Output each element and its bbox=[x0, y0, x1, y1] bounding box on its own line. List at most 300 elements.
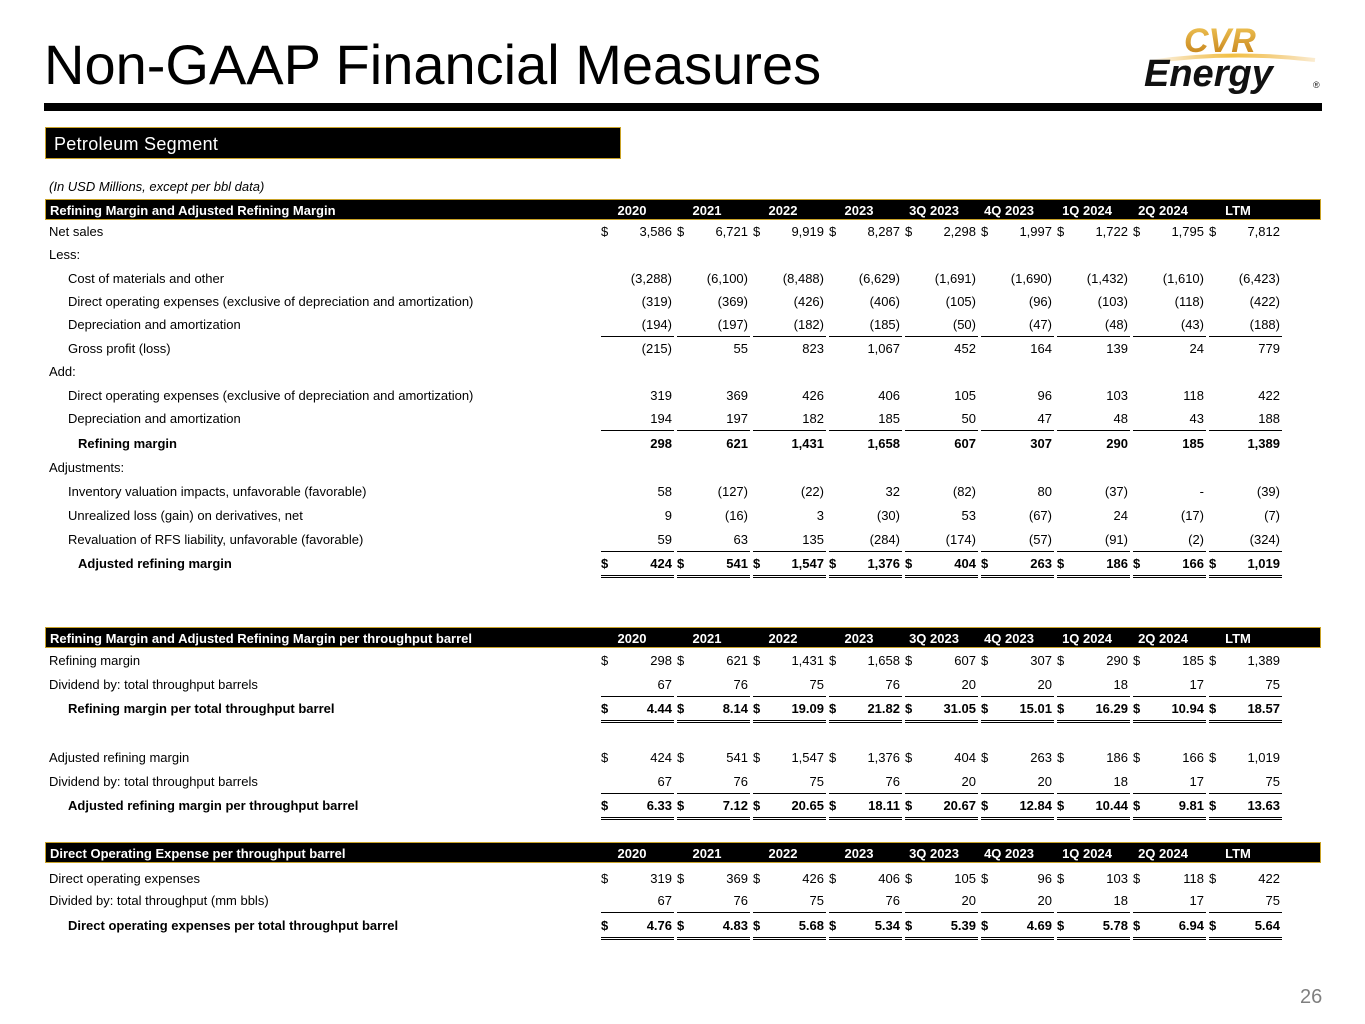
cell-value: 75 bbox=[1265, 774, 1280, 789]
dollar-sign: $ bbox=[677, 653, 685, 668]
table-row bbox=[45, 481, 1321, 503]
table-cell bbox=[829, 771, 900, 793]
dollar-sign: $ bbox=[1209, 701, 1217, 716]
table-cell bbox=[1133, 674, 1204, 696]
row-label: Cost of materials and other bbox=[68, 271, 225, 286]
table-cell bbox=[1133, 268, 1204, 290]
cell-value: (6,423) bbox=[1238, 271, 1280, 286]
cell-value: 50 bbox=[961, 411, 976, 426]
dollar-sign: $ bbox=[981, 871, 989, 886]
cell-value: 1,389 bbox=[1247, 436, 1280, 451]
dollar-sign: $ bbox=[1209, 918, 1217, 933]
column-header: 2020 bbox=[617, 846, 647, 861]
cell-value: 1,722 bbox=[1095, 224, 1128, 239]
table-cell bbox=[1133, 529, 1204, 551]
table-cell bbox=[753, 338, 824, 360]
table-cell bbox=[601, 650, 672, 672]
table-cell bbox=[601, 221, 672, 243]
table-cell bbox=[1057, 795, 1128, 817]
table-cell bbox=[1057, 553, 1128, 575]
table-cell bbox=[753, 698, 824, 720]
dollar-sign: $ bbox=[829, 224, 837, 239]
cell-value: 18 bbox=[1113, 774, 1128, 789]
cell-value: 75 bbox=[809, 677, 824, 692]
column-header: 4Q 2023 bbox=[984, 631, 1034, 646]
dollar-sign: $ bbox=[905, 750, 913, 765]
cell-value: (103) bbox=[1097, 294, 1128, 309]
cell-value: 67 bbox=[657, 774, 672, 789]
dollar-sign: $ bbox=[981, 224, 989, 239]
table-cell bbox=[677, 221, 748, 243]
dollar-sign: $ bbox=[753, 224, 761, 239]
table-cell bbox=[601, 268, 672, 290]
cell-value: 76 bbox=[733, 677, 748, 692]
cell-value: (96) bbox=[1028, 294, 1052, 309]
cell-value: 823 bbox=[802, 341, 824, 356]
table-cell bbox=[981, 433, 1052, 455]
dollar-sign: $ bbox=[677, 798, 685, 813]
cell-value: 20.65 bbox=[791, 798, 824, 813]
table-cell bbox=[1057, 747, 1128, 769]
table-cell bbox=[981, 747, 1052, 769]
table-cell bbox=[677, 650, 748, 672]
cell-value: 369 bbox=[726, 871, 748, 886]
table-cell bbox=[981, 408, 1052, 430]
cell-value: 10.44 bbox=[1095, 798, 1128, 813]
table-cell bbox=[601, 529, 672, 551]
table-cell bbox=[905, 314, 976, 336]
dollar-sign: $ bbox=[905, 653, 913, 668]
table-cell bbox=[905, 553, 976, 575]
table-cell bbox=[1057, 890, 1128, 912]
cell-value: 12.84 bbox=[1019, 798, 1052, 813]
cell-value: (182) bbox=[793, 317, 824, 332]
row-label: Less: bbox=[49, 247, 81, 262]
table-cell bbox=[981, 338, 1052, 360]
table-cell bbox=[677, 795, 748, 817]
cell-value: 307 bbox=[1030, 436, 1052, 451]
table-cell bbox=[1133, 868, 1204, 890]
table-cell bbox=[753, 221, 824, 243]
cell-value: 1,431 bbox=[791, 653, 824, 668]
table-cell bbox=[601, 747, 672, 769]
cell-value: 80 bbox=[1037, 484, 1052, 499]
row-label: Direct operating expenses bbox=[49, 871, 201, 886]
table-cell bbox=[601, 408, 672, 430]
table-cell bbox=[753, 291, 824, 313]
table-cell bbox=[601, 385, 672, 407]
table-cell bbox=[1209, 314, 1280, 336]
dollar-sign: $ bbox=[1057, 871, 1065, 886]
table-cell bbox=[829, 868, 900, 890]
table-cell bbox=[1057, 481, 1128, 503]
table-cell bbox=[1209, 674, 1280, 696]
cell-value: 6,721 bbox=[715, 224, 748, 239]
cell-value: (16) bbox=[724, 508, 748, 523]
dollar-sign: $ bbox=[981, 798, 989, 813]
row-label: Adjusted refining margin bbox=[78, 556, 232, 571]
table-cell bbox=[753, 268, 824, 290]
dollar-sign: $ bbox=[1133, 750, 1141, 765]
dollar-sign: $ bbox=[601, 918, 609, 933]
cell-value: 319 bbox=[650, 388, 672, 403]
dollar-sign: $ bbox=[601, 653, 609, 668]
table-cell bbox=[1209, 747, 1280, 769]
cell-value: 5.39 bbox=[950, 918, 976, 933]
table-cell bbox=[677, 529, 748, 551]
table-cell bbox=[753, 481, 824, 503]
cell-value: (7) bbox=[1264, 508, 1280, 523]
cell-value: 3,586 bbox=[639, 224, 672, 239]
column-header: 1Q 2024 bbox=[1062, 203, 1112, 218]
table-row bbox=[45, 698, 1321, 720]
row-label: Direct operating expenses per total throughput barrel bbox=[68, 918, 399, 933]
cvr-energy-logo bbox=[1140, 22, 1330, 94]
cell-value: 75 bbox=[1265, 893, 1280, 908]
dollar-sign: $ bbox=[1057, 653, 1065, 668]
table-cell bbox=[1133, 481, 1204, 503]
table-cell bbox=[829, 268, 900, 290]
cell-value: 24 bbox=[1113, 508, 1128, 523]
cell-value: 186 bbox=[1106, 750, 1128, 765]
cell-value: 67 bbox=[657, 677, 672, 692]
table-cell bbox=[677, 890, 748, 912]
cell-value: 1,019 bbox=[1247, 750, 1280, 765]
table-cell bbox=[1057, 408, 1128, 430]
table-cell bbox=[1209, 553, 1280, 575]
row-label: Direct operating expenses (exclusive of depreciation and amortization) bbox=[68, 294, 474, 309]
table-cell bbox=[1057, 505, 1128, 527]
table-cell bbox=[601, 698, 672, 720]
cell-value: 2,298 bbox=[943, 224, 976, 239]
table-cell bbox=[1209, 868, 1280, 890]
cell-value: 1,389 bbox=[1247, 653, 1280, 668]
table-cell bbox=[677, 915, 748, 937]
cell-value: 13.63 bbox=[1247, 798, 1280, 813]
table-cell bbox=[753, 771, 824, 793]
dollar-sign: $ bbox=[905, 224, 913, 239]
table-cell bbox=[1057, 674, 1128, 696]
dollar-sign: $ bbox=[1057, 918, 1065, 933]
cell-value: (47) bbox=[1028, 317, 1052, 332]
dollar-sign: $ bbox=[829, 556, 837, 571]
table-cell bbox=[981, 385, 1052, 407]
cell-value: 18 bbox=[1113, 893, 1128, 908]
dollar-sign: $ bbox=[981, 653, 989, 668]
dollar-sign: $ bbox=[753, 798, 761, 813]
table-cell bbox=[981, 674, 1052, 696]
dollar-sign: $ bbox=[601, 798, 609, 813]
table-cell bbox=[829, 650, 900, 672]
table-cell bbox=[829, 505, 900, 527]
cell-value: 298 bbox=[650, 436, 672, 451]
cell-value: 118 bbox=[1183, 871, 1204, 886]
cell-value: 164 bbox=[1030, 341, 1052, 356]
table-cell bbox=[1133, 338, 1204, 360]
table-cell bbox=[1133, 890, 1204, 912]
cell-value: (324) bbox=[1249, 532, 1280, 547]
cell-value: 452 bbox=[954, 341, 976, 356]
column-header: 2Q 2024 bbox=[1138, 846, 1188, 861]
dollar-sign: $ bbox=[601, 701, 609, 716]
cell-value: 9 bbox=[664, 508, 672, 523]
table-cell bbox=[1209, 481, 1280, 503]
dollar-sign: $ bbox=[601, 750, 609, 765]
table-cell bbox=[905, 385, 976, 407]
table-cell bbox=[601, 795, 672, 817]
table-cell bbox=[1057, 314, 1128, 336]
column-header: 3Q 2023 bbox=[909, 203, 959, 218]
dollar-sign: $ bbox=[1133, 701, 1141, 716]
cell-value: 75 bbox=[809, 774, 824, 789]
table-cell bbox=[677, 314, 748, 336]
table-cell bbox=[601, 553, 672, 575]
table-cell bbox=[601, 291, 672, 313]
table-row bbox=[45, 868, 1321, 890]
cell-value: 621 bbox=[726, 436, 748, 451]
cell-value: (17) bbox=[1180, 508, 1204, 523]
table-cell bbox=[905, 291, 976, 313]
cell-value: 96 bbox=[1037, 871, 1052, 886]
cell-value: 185 bbox=[1182, 436, 1204, 451]
cell-value: 19.09 bbox=[791, 701, 824, 716]
dollar-sign: $ bbox=[753, 556, 761, 571]
table-cell bbox=[905, 408, 976, 430]
cell-value: 166 bbox=[1182, 750, 1204, 765]
table-cell bbox=[677, 698, 748, 720]
dollar-sign: $ bbox=[677, 556, 685, 571]
table-cell bbox=[981, 291, 1052, 313]
table-cell bbox=[601, 915, 672, 937]
table-cell bbox=[905, 481, 976, 503]
cell-value: (422) bbox=[1249, 294, 1280, 309]
table-cell bbox=[905, 795, 976, 817]
cell-value: 1,019 bbox=[1247, 556, 1280, 571]
cell-value: 24 bbox=[1189, 341, 1204, 356]
cell-value: 369 bbox=[726, 388, 748, 403]
cell-value: 20 bbox=[961, 677, 976, 692]
cell-value: (91) bbox=[1104, 532, 1128, 547]
cell-value: (185) bbox=[869, 317, 900, 332]
table-cell bbox=[905, 338, 976, 360]
cell-value: (406) bbox=[869, 294, 900, 309]
dollar-sign: $ bbox=[1209, 224, 1217, 239]
table-header-title: Refining Margin and Adjusted Refining Margin per throughput barrel bbox=[50, 631, 473, 646]
cell-value: 9.81 bbox=[1178, 798, 1204, 813]
cell-value: (426) bbox=[793, 294, 824, 309]
table-row bbox=[45, 457, 1321, 479]
cell-value: (127) bbox=[717, 484, 748, 499]
cell-value: (194) bbox=[641, 317, 672, 332]
cell-value: 20.67 bbox=[943, 798, 976, 813]
dollar-sign: $ bbox=[1133, 871, 1141, 886]
column-header: 2023 bbox=[844, 846, 874, 861]
cell-value: 20 bbox=[1037, 893, 1052, 908]
cell-value: 426 bbox=[802, 871, 824, 886]
cell-value: 76 bbox=[885, 893, 900, 908]
table-cell bbox=[1209, 385, 1280, 407]
cell-value: 298 bbox=[650, 653, 672, 668]
table-cell bbox=[601, 505, 672, 527]
dollar-sign: $ bbox=[677, 750, 685, 765]
cell-value: 1,795 bbox=[1171, 224, 1204, 239]
cell-value: 7,812 bbox=[1247, 224, 1280, 239]
row-label: Direct operating expenses (exclusive of depreciation and amortization) bbox=[68, 388, 474, 403]
cell-value: - bbox=[1199, 484, 1204, 499]
dollar-sign: $ bbox=[601, 871, 609, 886]
table-cell bbox=[677, 868, 748, 890]
table-cell bbox=[905, 698, 976, 720]
table-cell bbox=[677, 268, 748, 290]
table-cell bbox=[829, 314, 900, 336]
dollar-sign: $ bbox=[753, 750, 761, 765]
table-row bbox=[45, 890, 1321, 912]
cell-value: (188) bbox=[1249, 317, 1280, 332]
table-cell bbox=[677, 553, 748, 575]
cell-value: 424 bbox=[650, 750, 672, 765]
table-cell bbox=[1209, 433, 1280, 455]
table-cell bbox=[601, 338, 672, 360]
column-header: 2021 bbox=[692, 631, 722, 646]
column-header: LTM bbox=[1225, 203, 1251, 218]
logo-cvr-text: CVR bbox=[1184, 22, 1256, 60]
page-title: Non-GAAP Financial Measures bbox=[44, 33, 822, 96]
cell-value: (215) bbox=[641, 341, 672, 356]
dollar-sign: $ bbox=[753, 918, 761, 933]
dollar-sign: $ bbox=[753, 653, 761, 668]
dollar-sign: $ bbox=[1133, 918, 1141, 933]
row-label: Add: bbox=[49, 364, 76, 379]
cell-value: (369) bbox=[717, 294, 748, 309]
dollar-sign: $ bbox=[1133, 653, 1141, 668]
dollar-sign: $ bbox=[1209, 871, 1217, 886]
row-label: Refining margin per total throughput barrel bbox=[68, 701, 335, 716]
cell-value: 319 bbox=[650, 871, 672, 886]
table-row bbox=[45, 314, 1321, 336]
dollar-sign: $ bbox=[829, 798, 837, 813]
cell-value: 9,919 bbox=[791, 224, 824, 239]
cell-value: (1,432) bbox=[1086, 271, 1128, 286]
cell-value: 18 bbox=[1113, 677, 1128, 692]
cell-value: 8.14 bbox=[722, 701, 748, 716]
table-cell bbox=[1057, 433, 1128, 455]
table-cell bbox=[981, 268, 1052, 290]
cell-value: 20 bbox=[1037, 677, 1052, 692]
table-row bbox=[45, 722, 1321, 744]
cell-value: 621 bbox=[726, 653, 748, 668]
dollar-sign: $ bbox=[829, 653, 837, 668]
dollar-sign: $ bbox=[677, 701, 685, 716]
table-cell bbox=[829, 408, 900, 430]
cell-value: 422 bbox=[1258, 871, 1280, 886]
cell-value: 1,997 bbox=[1019, 224, 1052, 239]
dollar-sign: $ bbox=[1057, 701, 1065, 716]
dollar-sign: $ bbox=[1133, 224, 1141, 239]
table-cell bbox=[1057, 915, 1128, 937]
cell-value: 105 bbox=[954, 388, 976, 403]
table-cell bbox=[829, 385, 900, 407]
table-row bbox=[45, 529, 1321, 551]
table-cell bbox=[753, 674, 824, 696]
cell-value: 406 bbox=[878, 388, 900, 403]
table-cell bbox=[905, 221, 976, 243]
table-cell bbox=[677, 433, 748, 455]
table-row bbox=[45, 338, 1321, 360]
table-cell bbox=[753, 433, 824, 455]
table-cell bbox=[905, 674, 976, 696]
cell-value: 4.69 bbox=[1026, 918, 1052, 933]
table-cell bbox=[905, 433, 976, 455]
row-label: Revaluation of RFS liability, unfavorable (favorable) bbox=[68, 532, 364, 547]
dollar-sign: $ bbox=[829, 701, 837, 716]
table-cell bbox=[1209, 698, 1280, 720]
cell-value: 185 bbox=[1182, 653, 1204, 668]
column-header: 1Q 2024 bbox=[1062, 631, 1112, 646]
table-cell bbox=[753, 529, 824, 551]
cell-value: (3,288) bbox=[630, 271, 672, 286]
cell-value: (50) bbox=[952, 317, 976, 332]
cell-value: 5.78 bbox=[1102, 918, 1128, 933]
table-cell bbox=[1057, 268, 1128, 290]
row-label: Adjustments: bbox=[49, 460, 125, 475]
cell-value: 607 bbox=[954, 436, 976, 451]
cell-value: 426 bbox=[802, 388, 824, 403]
cell-value: 17 bbox=[1189, 677, 1204, 692]
table-cell bbox=[1057, 291, 1128, 313]
table-cell bbox=[1057, 385, 1128, 407]
table-cell bbox=[1057, 771, 1128, 793]
row-label: Net sales bbox=[49, 224, 104, 239]
column-header: 2Q 2024 bbox=[1138, 631, 1188, 646]
table-cell bbox=[981, 529, 1052, 551]
dollar-sign: $ bbox=[905, 918, 913, 933]
cell-value: (8,488) bbox=[782, 271, 824, 286]
table-cell bbox=[829, 291, 900, 313]
table-row bbox=[45, 505, 1321, 527]
table-row bbox=[45, 433, 1321, 455]
table-cell bbox=[829, 698, 900, 720]
table-cell bbox=[905, 505, 976, 527]
table-cell bbox=[905, 771, 976, 793]
cell-value: 3 bbox=[816, 508, 824, 523]
dollar-sign: $ bbox=[829, 871, 837, 886]
cell-value: 103 bbox=[1106, 388, 1128, 403]
cell-value: 1,658 bbox=[867, 653, 900, 668]
table-cell bbox=[1209, 221, 1280, 243]
cell-value: 21.82 bbox=[867, 701, 900, 716]
table-cell bbox=[1133, 314, 1204, 336]
cell-value: (37) bbox=[1104, 484, 1128, 499]
table-cell bbox=[1133, 408, 1204, 430]
cell-value: 779 bbox=[1258, 341, 1280, 356]
table-cell bbox=[1209, 505, 1280, 527]
table-cell bbox=[677, 747, 748, 769]
dollar-sign: $ bbox=[601, 556, 609, 571]
cell-value: 188 bbox=[1258, 411, 1280, 426]
cell-value: 135 bbox=[802, 532, 824, 547]
cell-value: (197) bbox=[717, 317, 748, 332]
table-cell bbox=[677, 291, 748, 313]
cell-value: 1,658 bbox=[867, 436, 900, 451]
dollar-sign: $ bbox=[1209, 556, 1217, 571]
table-cell bbox=[1209, 529, 1280, 551]
table-cell bbox=[677, 674, 748, 696]
cell-value: 31.05 bbox=[943, 701, 976, 716]
row-label: Divided by: total throughput (mm bbls) bbox=[49, 893, 269, 908]
table-cell bbox=[829, 221, 900, 243]
table-cell bbox=[981, 890, 1052, 912]
dollar-sign: $ bbox=[601, 224, 609, 239]
